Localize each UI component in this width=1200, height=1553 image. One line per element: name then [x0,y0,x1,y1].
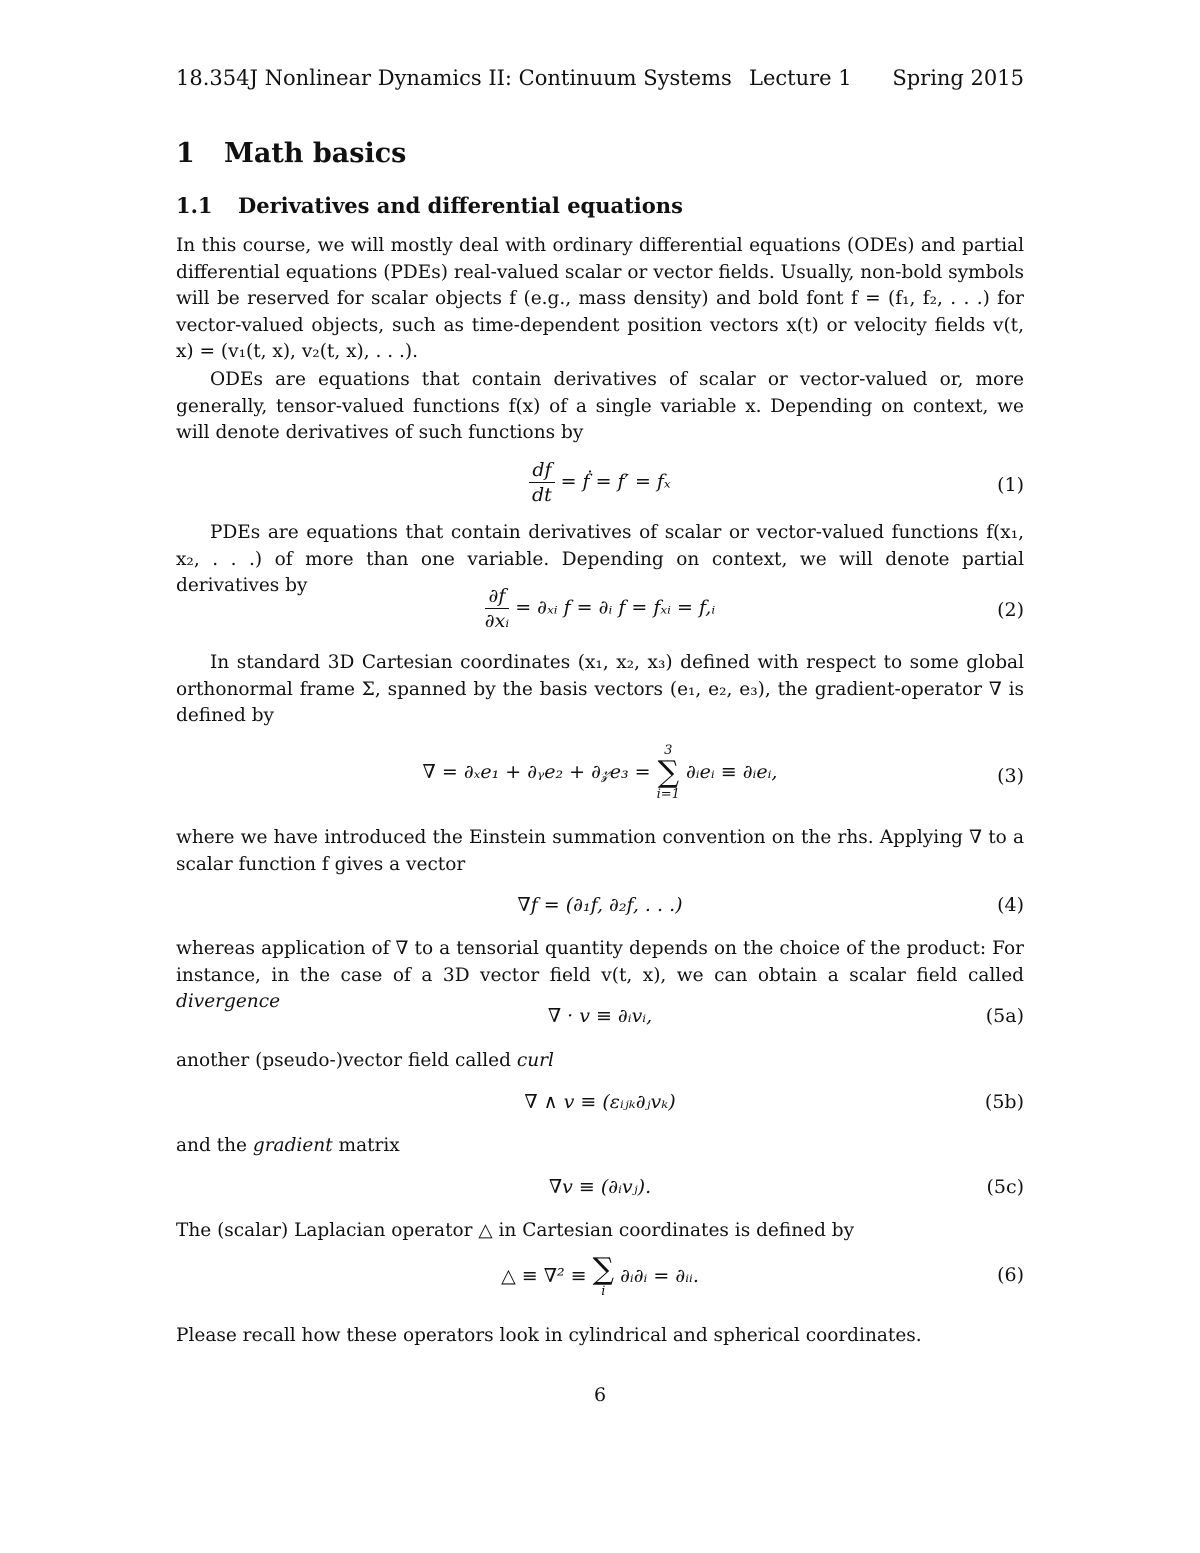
paragraph-curl-text: another (pseudo-)vector field called [176,1050,517,1071]
paragraph-laplacian: The (scalar) Laplacian operator △ in Cartesian coordinates is defined by [176,1220,855,1241]
equation-5a-label: (5a) [985,1005,1024,1027]
equation-3-rhs: ∂ᵢeᵢ ≡ ∂ᵢeᵢ, [685,761,778,783]
equation-4: ∇f = (∂₁f, ∂₂f, . . .) [517,894,683,916]
section-heading [176,138,406,169]
equation-1-fraction [529,458,554,507]
equation-5a: ∇ · v ≡ ∂ᵢvᵢ, [547,1005,653,1027]
equation-6-rhs: ∂ᵢ∂ᵢ = ∂ᵢᵢ. [620,1265,699,1287]
equation-2-rhs: = ∂ₓᵢ f = ∂ᵢ f = fₓᵢ = f,ᵢ [515,596,716,619]
section-title: Math basics [224,138,407,169]
equation-5c-label: (5c) [986,1176,1024,1198]
header-course: 18.354J Nonlinear Dynamics II: Continuum Systems [176,66,732,90]
curl-term: curl [516,1050,554,1071]
equation-1-denominator: dt [532,484,552,506]
equation-2-fraction [485,584,509,633]
paragraph-einstein: where we have introduced the Einstein summation convention on the rhs. Applying ∇ to a scalar function f gives a vector [176,827,1024,875]
gradient-term: gradient [252,1135,333,1156]
equation-2-denominator: ∂xᵢ [484,610,510,632]
equation-2-label: (2) [997,599,1024,621]
subsection-title: Derivatives and differential equations [238,193,683,218]
section-number: 1 [176,138,195,169]
paragraph-odes: ODEs are equations that contain derivatives of scalar or vector-valued or, more generally, tensor-valued functions f(x) of a single variable x. Depending on context, we will denote derivatives of such functions by [176,369,1024,444]
equation-5b-label: (5b) [984,1091,1024,1113]
paragraph-gradient-text-b: matrix [332,1135,400,1156]
sigma-glyph-laplacian: ∑ [592,1252,615,1287]
divergence-term: divergence [176,991,281,1013]
equation-4-label: (4) [997,894,1024,916]
sigma-glyph: ∑ [657,755,679,790]
sum-symbol [657,744,680,802]
page-number: 6 [593,1384,607,1406]
header-lecture: Lecture 1 [749,66,852,90]
subsection-number: 1.1 [176,193,213,218]
equation-1 [176,458,1024,507]
paragraph-gradient-text-a: and the [176,1135,253,1156]
paragraph-recall: Please recall how these operators look in cylindrical and spherical coordinates. [176,1325,922,1346]
paragraph-divergence-text: whereas application of ∇ to a tensorial quantity depends on the choice of the product: For instance, in the case of a 3D vector field v(t, x), we can obtain a scalar field called [176,938,1024,986]
paragraph-gradient [176,1133,1024,1160]
equation-5b: ∇ ∧ v ≡ (εᵢⱼₖ∂ⱼvₖ) [524,1091,676,1113]
equation-5c: ∇v ≡ (∂ᵢvⱼ). [548,1176,652,1198]
subsection-heading [176,193,683,218]
paragraph-cartesian: In standard 3D Cartesian coordinates (x₁, x₂, x₃) defined with respect to some global orthonormal frame Σ, spanned by the basis vectors (e₁, e₂, e₃), the gradient-operator ∇ is defined by [176,652,1024,727]
paragraph-curl [176,1048,1024,1075]
equation-1-numerator: df [529,458,554,483]
equation-6-label: (6) [997,1264,1024,1286]
equation-6 [176,1252,1024,1299]
equation-3 [176,744,1024,802]
equation-2-numerator: ∂f [485,584,509,609]
paragraph-pdes: PDEs are equations that contain derivatives of scalar or vector-valued functions f(x₁, x₂, . . .) of more than one variable. Depending on context, we will denote partial derivatives by [176,522,1024,597]
equation-2 [176,584,1024,633]
equation-3-lhs: ∇ = ∂ₓe₁ + ∂ᵧe₂ + ∂𝓏e₃ = [422,761,651,783]
paragraph-divergence [176,936,1024,1016]
equation-6-lhs: △ ≡ ∇² ≡ [501,1265,587,1287]
sum-lower-limit-laplacian: i [601,1284,606,1299]
sum-lower-limit: i=1 [656,787,680,802]
equation-3-label: (3) [997,765,1024,787]
header-term: Spring 2015 [892,66,1024,90]
sum-upper-limit: 3 [664,743,673,758]
sum-symbol-laplacian [592,1252,615,1299]
equation-1-rhs: = ḟ = f′ = fₓ [560,470,671,493]
equation-1-label: (1) [997,474,1024,496]
paragraph-intro: In this course, we will mostly deal with ordinary differential equations (ODEs) and partial differential equations (PDEs) real-valued scalar or vector fields. Usually, non-bold symbols will be reserved for scalar objects f (e.g., mass density) and bold font f = (f₁, f₂, . . .) for vector-valued objects, such as time-dependent position vectors x(t) or velocity fields v(t, x) = (v₁(t, x), v₂(t, x), . . .). [176,235,1024,363]
